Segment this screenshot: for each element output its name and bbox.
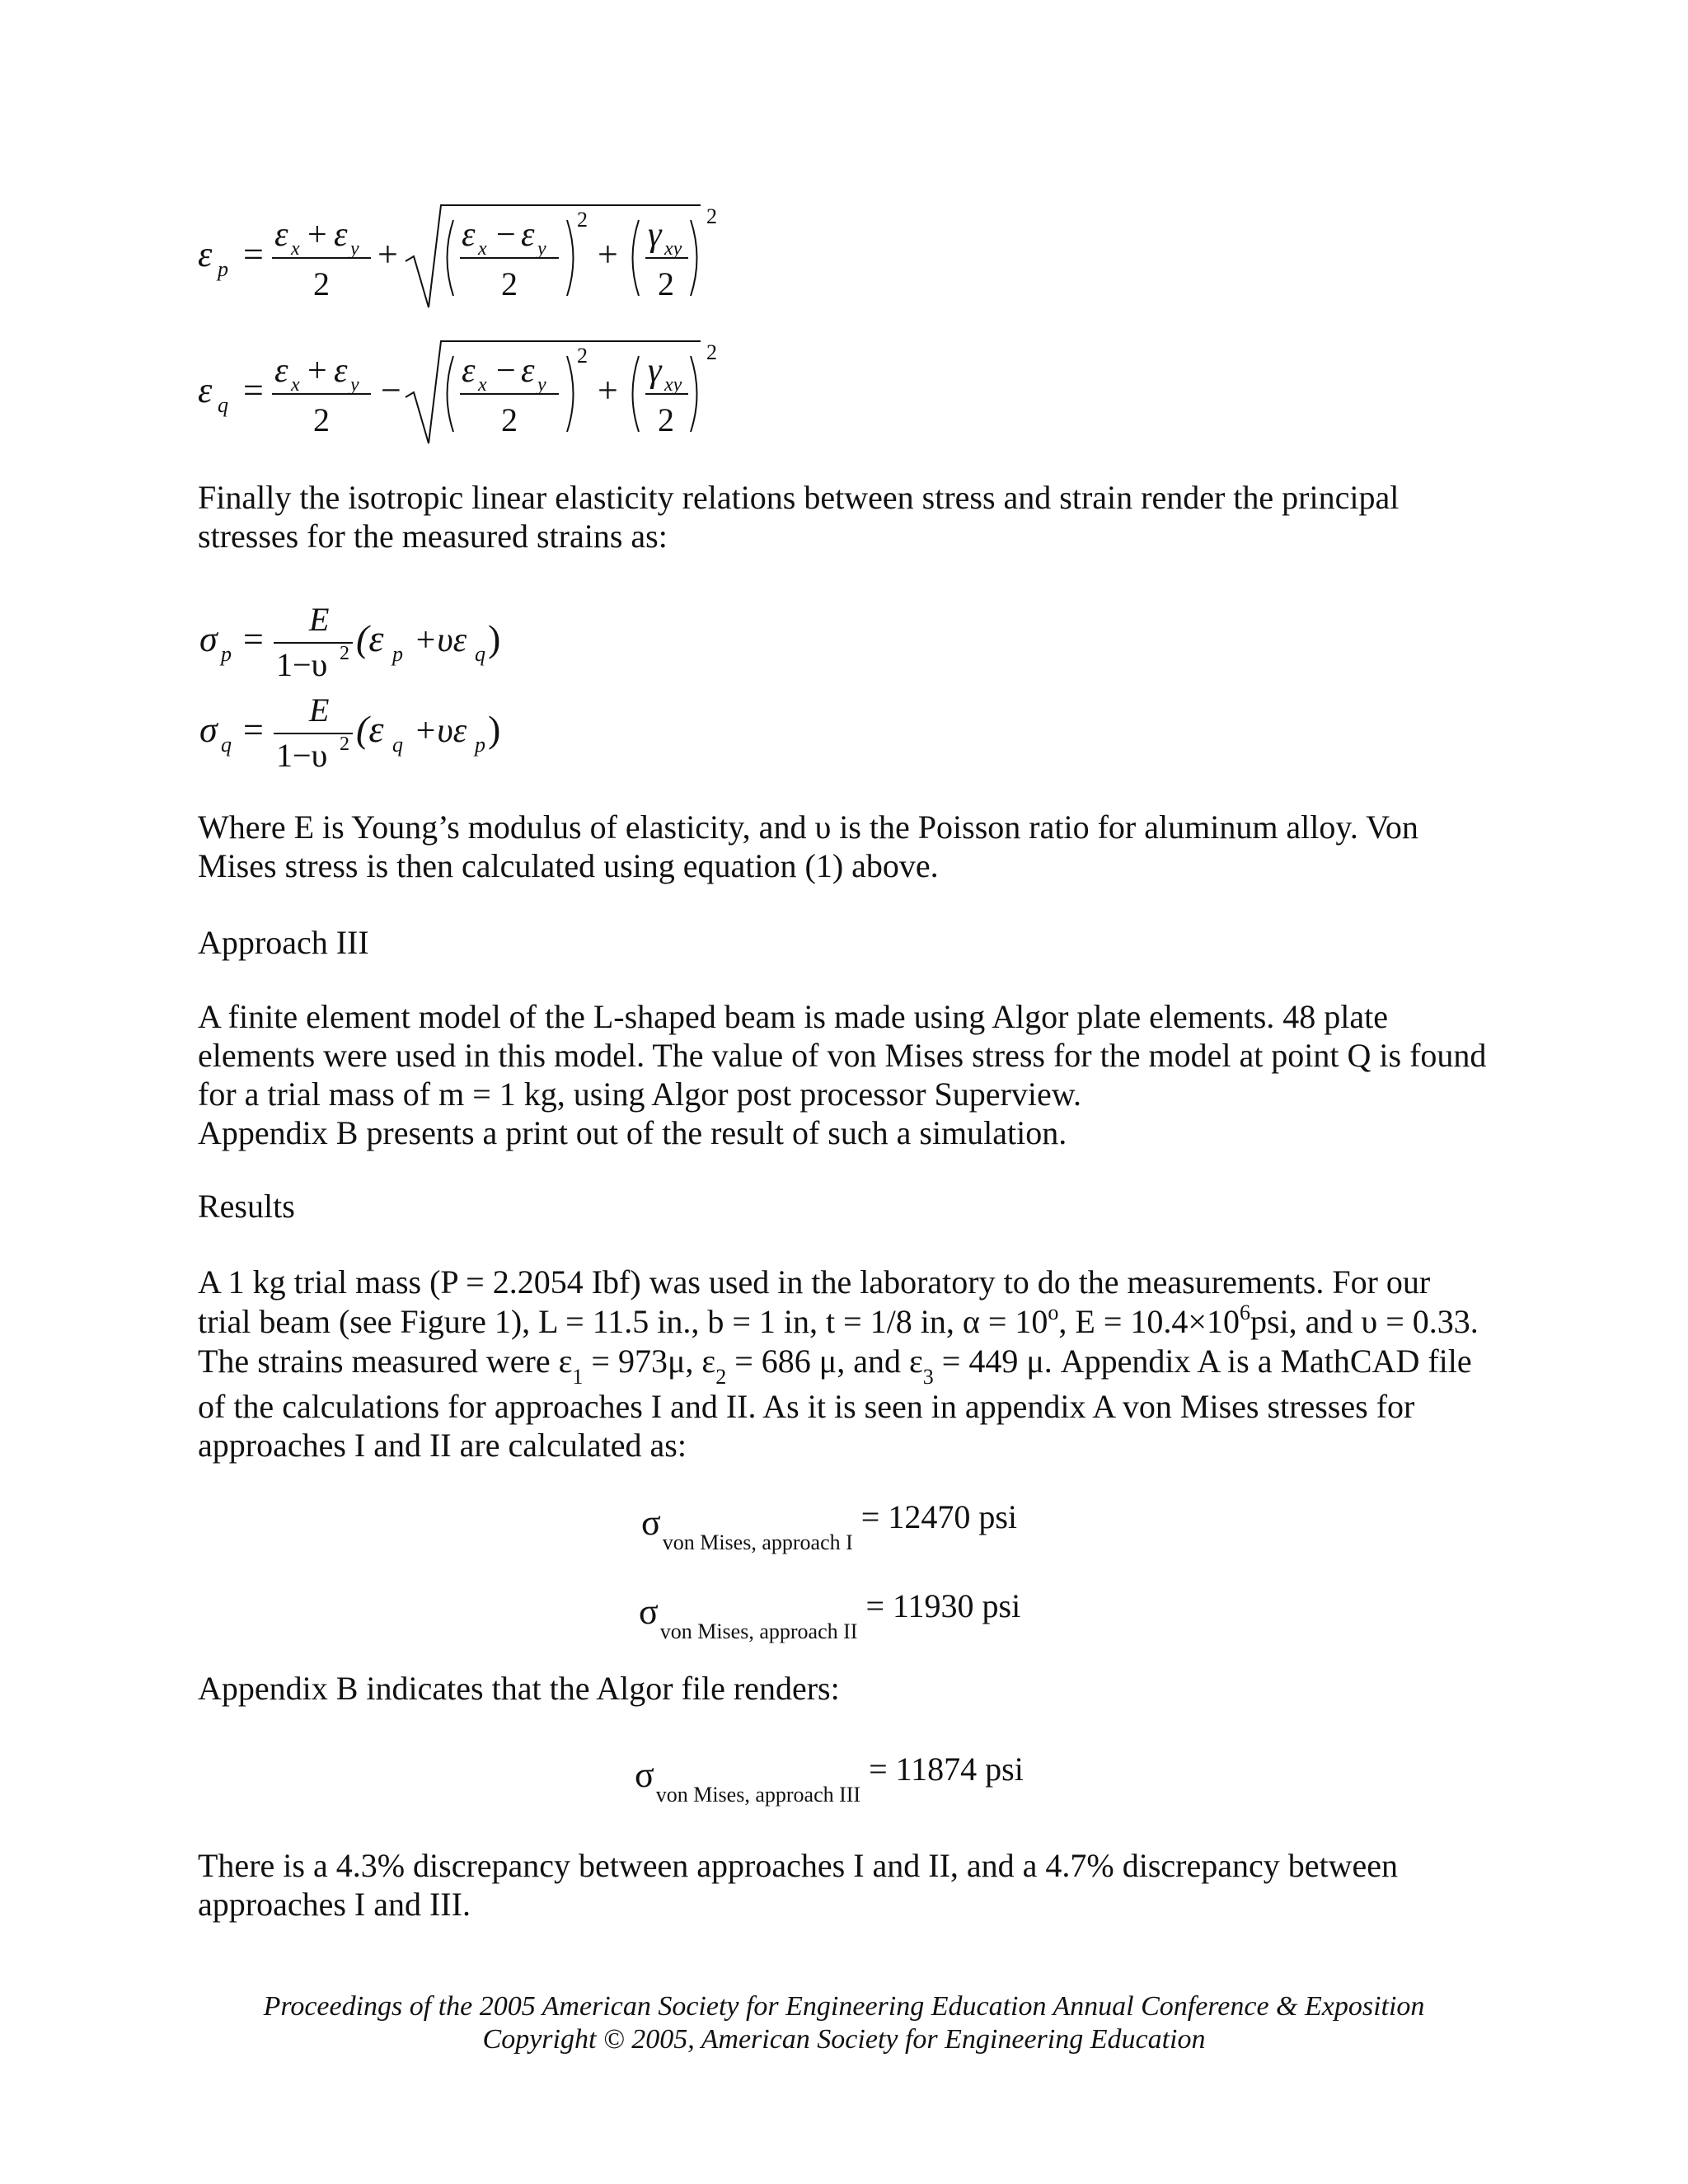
svg-text:E: E — [309, 691, 330, 729]
svg-text:y: y — [350, 238, 359, 260]
svg-text:+: + — [307, 352, 327, 390]
paragraph-discrepancy: There is a 4.3% discrepancy between approaches I and II, and a 4.7% discrepancy between approaches I and III. — [198, 1847, 1399, 1923]
svg-text:y: y — [350, 374, 359, 396]
svg-text:x: x — [478, 238, 487, 260]
svg-text:y: y — [537, 238, 546, 260]
svg-text:2: 2 — [501, 401, 518, 438]
svg-text:ε: ε — [274, 216, 288, 254]
svg-text:2: 2 — [313, 265, 330, 302]
svg-text:x: x — [478, 374, 487, 396]
result-approach-i: $\sigma_{von Mises, approach I}= 12470$ psi — [641, 1498, 1018, 1554]
footer-copyright: Copyright © 2005, American Society for Engineering Education — [482, 2024, 1206, 2055]
svg-text:xy: xy — [664, 374, 682, 396]
results-line-3: The strains measured were $\varepsilon_1 = 973\mu$, $\varepsilon_2 = 686$ μ, and $\varepsilon_3 = 449$ μ. Appendix A is a MathCAD file — [198, 1343, 1472, 1389]
svg-text:=: = — [243, 370, 264, 410]
svg-text:1−υ: 1−υ — [276, 737, 328, 774]
results-line-2: trial beam (see Figure 1), L = 11.5 in., b = 1 in, t = 1/8 in, $\alpha = 10^o$, $E = 10.4\times 10^6psi$, and υ = 0.33. — [198, 1301, 1479, 1340]
svg-text:+: + — [598, 234, 618, 274]
svg-text:q: q — [221, 733, 232, 757]
results-line-1: A 1 kg trial mass (P = 2.2054 Ibf) was used in the laboratory to do the measurements. For our — [198, 1263, 1431, 1301]
svg-text:σ: σ — [199, 710, 218, 750]
paragraph-appendix-b-renders: Appendix B indicates that the Algor file renders: — [198, 1670, 840, 1707]
svg-text:y: y — [537, 374, 546, 396]
svg-text:2: 2 — [577, 208, 588, 232]
svg-text:): ) — [488, 617, 501, 659]
heading-results: Results — [198, 1188, 295, 1225]
principal-stress-equations — [190, 593, 618, 791]
svg-text:p: p — [475, 733, 485, 757]
paragraph-youngs-modulus: Where E is Young’s modulus of elasticity, and υ is the Poisson ratio for aluminum alloy. Von Mises stress is then calculated using equation (1) above. — [198, 808, 1418, 884]
paragraph-appendix-b-printout: Appendix B presents a print out of the result of such a simulation. — [198, 1114, 1067, 1151]
svg-text:ε: ε — [521, 352, 535, 390]
svg-text:(ε: (ε — [356, 708, 384, 750]
footer-proceedings — [0, 1990, 1688, 2056]
svg-text:2: 2 — [658, 265, 674, 302]
svg-text:2: 2 — [340, 643, 349, 664]
svg-text:+: + — [598, 370, 618, 410]
svg-text:σ: σ — [199, 619, 218, 659]
svg-text:ε: ε — [462, 352, 476, 390]
svg-text:q: q — [218, 393, 228, 417]
svg-text:1−υ: 1−υ — [276, 646, 328, 683]
svg-text:+: + — [307, 216, 327, 254]
svg-text:2: 2 — [501, 265, 518, 302]
svg-text:+: + — [377, 234, 398, 274]
svg-text:+υε: +υε — [414, 712, 467, 750]
svg-text:x: x — [291, 238, 300, 260]
svg-text:p: p — [218, 257, 228, 281]
svg-text:2: 2 — [340, 733, 349, 755]
result-approach-ii: $\sigma_{von Mises, approach II}= 11930$ psi — [639, 1587, 1021, 1643]
principal-strain-equations — [190, 185, 767, 449]
svg-text:p: p — [221, 642, 232, 666]
svg-text:−: − — [381, 370, 401, 410]
svg-text:2: 2 — [706, 340, 717, 364]
svg-text:+υε: +υε — [414, 621, 467, 659]
svg-text:ε: ε — [521, 216, 535, 254]
eps-q-symbol: ε — [198, 370, 213, 410]
heading-approach-iii: Approach III — [198, 924, 369, 961]
svg-text:ε: ε — [334, 352, 348, 390]
svg-text:q: q — [475, 642, 485, 666]
svg-text:2: 2 — [706, 204, 717, 228]
paragraph-finite-element-model: A finite element model of the L-shaped beam is made using Algor plate elements. 48 plate elements were used in this model. The value of von Mises stress for the model at point Q is found for a trial mass of m = 1 kg, using Algor post processor Superview. — [198, 998, 1487, 1113]
svg-text:−: − — [496, 216, 516, 254]
svg-text:ε: ε — [334, 216, 348, 254]
svg-text:=: = — [243, 619, 264, 659]
svg-text:2: 2 — [658, 401, 674, 438]
svg-text:xy: xy — [664, 238, 682, 260]
result-approach-iii: $\sigma_{von Mises, approach III}= 11874$ psi — [635, 1750, 1024, 1807]
paragraph-principal-stresses-intro: Finally the isotropic linear elasticity relations between stress and strain render the principal stresses for the measured strains as: — [198, 479, 1400, 555]
svg-text:p: p — [392, 642, 403, 666]
svg-text:ε: ε — [274, 352, 288, 390]
svg-text:(ε: (ε — [356, 617, 384, 659]
svg-text:E: E — [309, 601, 330, 638]
eps-p-symbol: ε — [198, 234, 213, 274]
svg-text:γ: γ — [648, 216, 662, 254]
svg-text:ε: ε — [462, 216, 476, 254]
svg-text:=: = — [243, 234, 264, 274]
footer-line-1: Proceedings of the 2005 American Society for Engineering Education Annual Conference & Exposition — [263, 1991, 1425, 2022]
svg-text:2: 2 — [313, 401, 330, 438]
results-paragraph-rest: of the calculations for approaches I and II. As it is seen in appendix A von Mises stresses for approaches I and II are calculated as: — [198, 1388, 1415, 1464]
svg-text:γ: γ — [648, 352, 662, 390]
svg-text:q: q — [392, 733, 403, 757]
svg-text:=: = — [243, 710, 264, 750]
svg-text:−: − — [496, 352, 516, 390]
svg-text:x: x — [291, 374, 300, 396]
svg-text:): ) — [488, 708, 501, 750]
svg-text:2: 2 — [577, 344, 588, 368]
